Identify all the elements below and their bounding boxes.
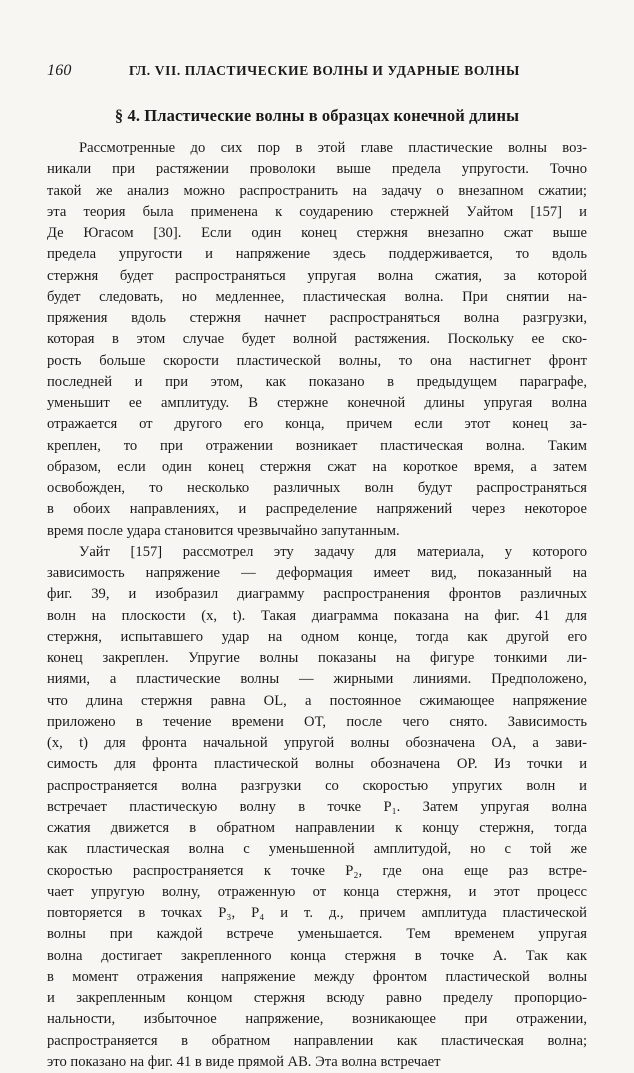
text-line: пряжения вдоль стержня начнет распространяться волна разгрузки, [47, 310, 587, 326]
text-line: Рассмотренные до сих пор в этой главе пластические волны воз- [79, 140, 587, 156]
text-line: отражается от другого его конца, причем если этот конец за- [47, 416, 587, 433]
text-line: распространяется волна разгрузки со скоростью упругих волн и [47, 777, 587, 794]
text-line: конец закреплен. Упругие волны показаны на фигуре тонкими ли- [47, 650, 587, 666]
page-number: 160 [47, 62, 72, 79]
text-line: волн на плоскости (x, t). Такая диаграмма показана на фиг. 41 для [47, 607, 587, 624]
text-line: креплен, то при отражении возникает пластическая волна. Таким [47, 437, 587, 454]
text-line: время после удара становится чрезвычайно запутанным. [47, 522, 400, 539]
paragraph [47, 138, 587, 542]
text-line: повторяется в точках P₃, P₄ и т. д., причем амплитуда пластической [47, 905, 587, 921]
text-line: скоростью распространяется к точке P₂, где она еще раз встре- [47, 862, 587, 879]
text-line: будет следовать, но медленнее, пластическая волна. При снятии на- [47, 288, 587, 305]
page-header [47, 62, 587, 84]
text-line: Де Югасом [30]. Если один конец стержня внезапно сжат выше [47, 225, 587, 241]
text-line: которая в этом случае будет волной растяжения. Поскольку ее ско- [47, 331, 587, 348]
body-text [47, 138, 587, 1073]
text-line: это показано на фиг. 41 в виде прямой AB. Эта волна встречает [47, 1053, 441, 1070]
text-line: что длина стержня равна OL, а постоянное сжимающее напряжение [47, 692, 587, 709]
text-line: последней и при этом, как показано в предыдущем параграфе, [47, 373, 587, 390]
text-line: нальности, избыточное напряжение, возникающее при отражении, [47, 1011, 587, 1028]
text-line: как пластическая волна с уменьшенной амплитудой, но с той же [47, 841, 587, 858]
paragraph [47, 542, 587, 1073]
text-line: образом, если один конец стержня сжат на короткое время, а затем [47, 458, 587, 475]
text-line: симость для фронта пластической волны обозначена OP. Из точки и [47, 756, 587, 773]
text-line: предела упругости и напряжение здесь поддерживается, то вдоль [47, 246, 587, 263]
text-line: и закрепленным концом стержня всюду равно пределу пропорцио- [47, 990, 587, 1006]
text-line: никали при растяжении проволоки выше предела упругости. Точно [47, 161, 587, 178]
running-head: ГЛ. VII. ПЛАСТИЧЕСКИЕ ВОЛНЫ И УДАРНЫЕ ВОЛНЫ [129, 63, 520, 78]
text-line: Уайт [157] рассмотрел эту задачу для материала, у которого [79, 543, 587, 560]
text-line: встречает пластическую волну в точке P₁. Затем упругая волна [47, 798, 587, 815]
text-line: стержня будет распространяться упругая волна сжатия, за которой [47, 267, 587, 284]
text-line: приложено в течение времени OT, после чего снято. Зависимость [47, 713, 587, 730]
text-line: уменьшит ее амплитуду. В стержне конечной длины упругая волна [47, 395, 587, 411]
text-line: волны при каждой встрече уменьшается. Тем временем упругая [47, 926, 587, 943]
text-line: освобожден, то несколько различных волн будут распространяться [47, 480, 587, 496]
text-line: стержня, испытавшего удар на одном конце, тогда как другой его [47, 628, 587, 645]
text-line: такой же анализ можно распространить на задачу о внезапном сжатии; [47, 182, 587, 199]
text-line: рость больше скорости пластической волны, то она настигнет фронт [47, 352, 587, 369]
text-line: чает упругую волну, отраженную от конца стержня, и этот процесс [47, 883, 587, 900]
text-line: фиг. 39, и изобразил диаграмму распространения фронтов различных [47, 586, 587, 603]
text-line: ниями, а пластические волны — жирными линиями. Предположено, [47, 671, 587, 688]
text-line: (x, t) для фронта начальной упругой волны обозначена OA, а зави- [47, 735, 587, 751]
text-line: эта теория была применена к соударению стержней Уайтом [157] и [47, 203, 587, 220]
text-line: распространяется в обратном направлении как пластическая волна; [47, 1032, 587, 1049]
text-line: зависимость напряжение — деформация имеет вид, показанный на [47, 565, 587, 581]
text-line: в момент отражения напряжение между фронтом пластической волны [47, 968, 587, 985]
text-line: в обоих направлениях, и распределение напряжений через некоторое [47, 501, 587, 518]
section-title: § 4. Пластические волны в образцах конечной длины [114, 106, 520, 125]
text-line: волна достигает закрепленного конца стержня в точке A. Так как [47, 947, 587, 964]
text-line: сжатия движется в обратном направлении к концу стержня, тогда [47, 820, 587, 836]
